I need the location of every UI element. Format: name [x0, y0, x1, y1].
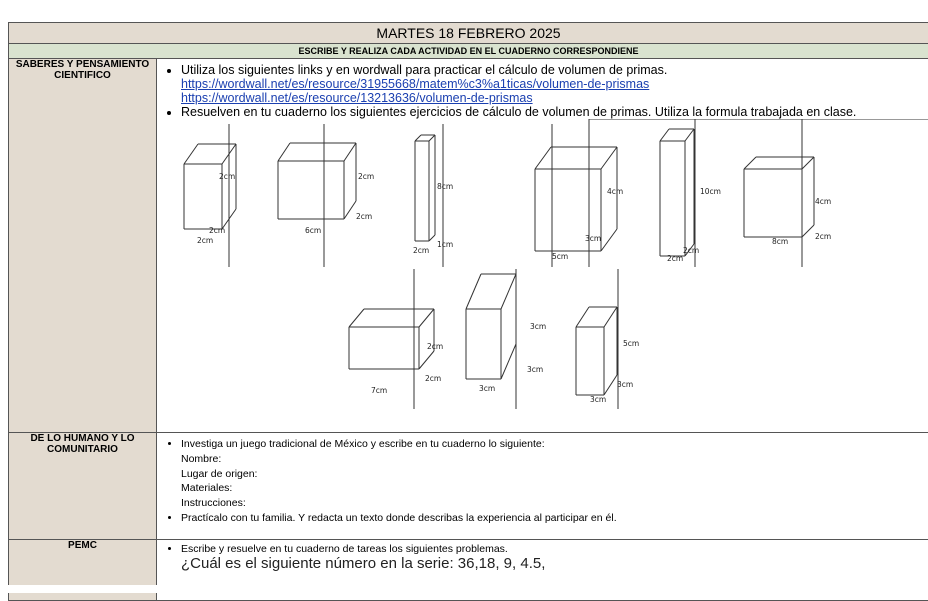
prism-dimension-label: 2cm: [413, 246, 429, 255]
prism-dimension-label: 2cm: [209, 226, 225, 235]
activity-table: [8, 22, 928, 601]
prism-figures-svg: [157, 119, 928, 417]
list-item: [181, 105, 922, 119]
prism-figure: [535, 147, 623, 261]
prism-dimension-label: 1cm: [437, 240, 453, 249]
section-humano: [9, 433, 928, 540]
page-title: MARTES 18 FEBRERO 2025: [9, 23, 928, 44]
prism-edge: [501, 274, 516, 309]
prism-figure: [576, 307, 639, 404]
title-row: [9, 23, 928, 44]
prism-edge: [685, 129, 694, 141]
prism-dimension-label: 2cm: [356, 212, 372, 221]
field-lugar-origen: Lugar de origen:: [181, 467, 922, 482]
prism-dimension-label: 8cm: [437, 182, 453, 191]
prism-edge: [660, 129, 669, 141]
instruction-text: Investiga un juego tradicional de México y escribe en tu cuaderno lo siguiente:: [181, 438, 545, 450]
section-label-saberes: SABERES Y PENSAMIENTO CIENTIFICO: [9, 59, 157, 433]
section-content-saberes: [157, 59, 928, 433]
prism-edge: [604, 375, 617, 395]
prism-dimension-label: 6cm: [305, 226, 321, 235]
section-content-humano: [157, 433, 928, 540]
field-nombre: Nombre:: [181, 452, 922, 467]
prism-dimension-label: 2cm: [427, 342, 443, 351]
field-instrucciones: Instrucciones:: [181, 496, 922, 511]
prism-figure: [744, 157, 831, 246]
prism-dimension-label: 2cm: [683, 246, 699, 255]
prism-dimension-label: 10cm: [700, 187, 721, 196]
prism-edge: [604, 307, 617, 327]
list-item: [181, 437, 922, 511]
page-subtitle: ESCRIBE Y REALIZA CADA ACTIVIDAD EN EL CUADERNO CORRESPONDIENE: [9, 44, 928, 59]
prism-edge: [535, 147, 551, 169]
instruction-text: Practícalo con tu familia. Y redacta un texto donde describas la experiencia al participar en él.: [181, 512, 617, 524]
section-label-humano: DE LO HUMANO Y LO COMUNITARIO: [9, 433, 157, 540]
prism-dimension-label: 3cm: [479, 384, 495, 393]
prism-dimension-label: 2cm: [667, 254, 683, 263]
instruction-text: Escribe y resuelve en tu cuaderno de tareas los siguientes problemas.: [181, 543, 508, 555]
prism-dimension-label: 8cm: [772, 237, 788, 246]
series-question: ¿Cuál es el siguiente número en la serie: 36,18, 9, 4.5,: [157, 557, 922, 571]
subtitle-row: [9, 44, 928, 59]
prism-dimension-label: 2cm: [425, 374, 441, 383]
prism-dimension-label: 5cm: [552, 252, 568, 261]
prism-dimension-label: 3cm: [530, 322, 546, 331]
prism-dimension-label: 4cm: [607, 187, 623, 196]
prism-edge: [501, 344, 516, 379]
prism-figure: [349, 309, 443, 395]
prism-figures: [157, 119, 928, 417]
prism-edge: [429, 135, 435, 141]
prism-figure: [466, 274, 546, 393]
instruction-text: Utiliza los siguientes links y en wordwall para practicar el cálculo de volumen de primas.: [181, 63, 667, 77]
prism-edge: [419, 309, 434, 327]
list-item: [181, 542, 922, 556]
page-cut-edge: [0, 585, 928, 593]
prism-dimension-label: 3cm: [585, 234, 601, 243]
prism-edge: [466, 274, 481, 309]
prism-dimension-label: 3cm: [527, 365, 543, 374]
prism-dimension-label: 2cm: [197, 236, 213, 245]
prism-edge: [576, 307, 589, 327]
prism-edge: [184, 144, 198, 164]
prism-edge: [278, 143, 290, 161]
prism-figure: [413, 135, 453, 255]
section-saberes: [9, 59, 928, 433]
prism-edge: [601, 229, 617, 251]
prism-edge: [415, 135, 421, 141]
prism-dimension-label: 2cm: [358, 172, 374, 181]
prism-edge: [601, 147, 617, 169]
prism-edge: [419, 351, 434, 369]
prism-dimension-label: 2cm: [219, 172, 235, 181]
prism-edge: [802, 225, 814, 237]
prism-figure: [278, 143, 374, 235]
section-label-pemc: PEMC: [9, 540, 157, 601]
prism-figure: [660, 129, 721, 263]
field-materiales: Materiales:: [181, 481, 922, 496]
list-item: [181, 511, 922, 526]
prism-edge: [349, 309, 364, 327]
prism-edge: [344, 201, 356, 219]
prism-edge: [744, 157, 756, 169]
wordwall-link-1[interactable]: https://wordwall.net/es/resource/31955668/matem%c3%a1ticas/volumen-de-prismas: [181, 77, 922, 91]
instruction-text: Resuelven en tu cuaderno los siguientes ejercicios de cálculo de volumen de primas. Utiliza la formula trabajada en clase.: [181, 105, 856, 119]
prism-dimension-label: 3cm: [617, 380, 633, 389]
prism-dimension-label: 2cm: [815, 232, 831, 241]
prism-edge: [344, 143, 356, 161]
wordwall-link-2[interactable]: https://wordwall.net/es/resource/13213636/volumen-de-prismas: [181, 91, 922, 105]
prism-figure: [184, 144, 236, 245]
prism-dimension-label: 3cm: [590, 395, 606, 404]
prism-dimension-label: 4cm: [815, 197, 831, 206]
prism-edge: [802, 157, 814, 169]
list-item: [181, 63, 922, 105]
prism-dimension-label: 7cm: [371, 386, 387, 395]
prism-edge: [429, 235, 435, 241]
prism-dimension-label: 5cm: [623, 339, 639, 348]
